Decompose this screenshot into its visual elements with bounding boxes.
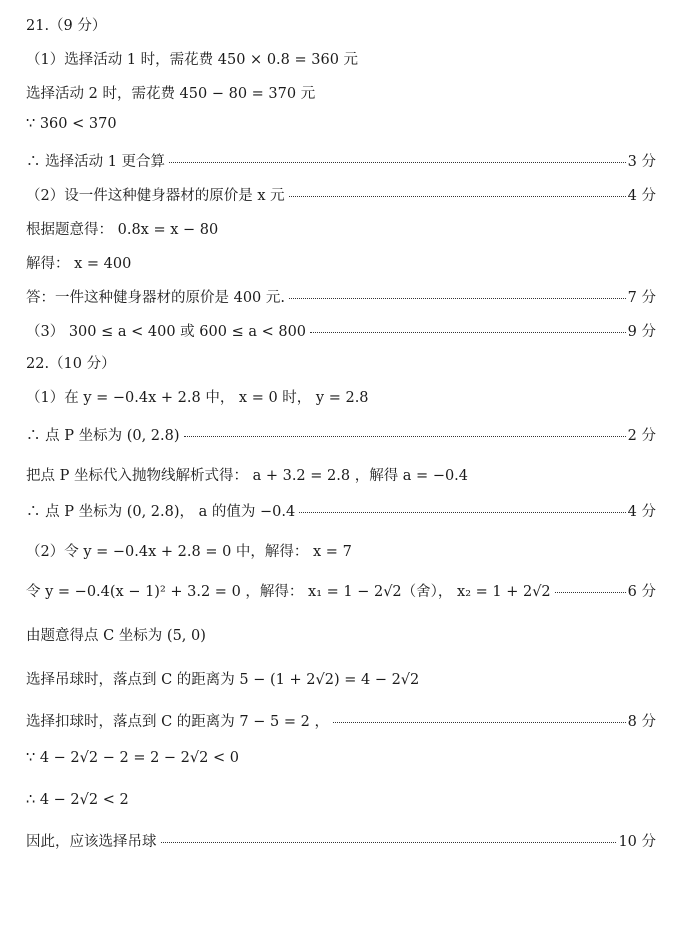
q22-part2-point-c: 由题意得点 C 坐标为 (5, 0) bbox=[26, 628, 206, 644]
q22-part2-drop-shot: 选择吊球时，落点到 C 的距离为 5 − (1 + 2√2) = 4 − 2√2 bbox=[26, 672, 420, 688]
dot-leader bbox=[333, 722, 626, 723]
dot-leader bbox=[289, 196, 626, 197]
q21-part1-conclusion: ∴ 选择活动 1 更合算 3 分 bbox=[26, 150, 656, 171]
q22-part2-conclusion: 因此，应该选择吊球 10 分 bbox=[26, 830, 656, 851]
q21-part2-answer: 答：一件这种健身器材的原价是 400 元. 7 分 bbox=[26, 286, 656, 307]
score-label: 2 分 bbox=[627, 428, 656, 444]
dot-leader bbox=[289, 298, 626, 299]
dot-leader bbox=[310, 332, 626, 333]
q22-part1-substitute: 把点 P 坐标代入抛物线解析式得： a + 3.2 = 2.8 ，解得 a = −0.4 bbox=[26, 468, 469, 484]
score-label: 10 分 bbox=[618, 834, 656, 850]
q22-part1-point-p: ∴ 点 P 坐标为 (0, 2.8) 2 分 bbox=[26, 424, 656, 445]
score-label: 8 分 bbox=[627, 714, 656, 730]
q21-part2-solution: 解得： x = 400 bbox=[26, 256, 132, 272]
score-label: 9 分 bbox=[627, 324, 656, 340]
q21-part2-setup: （2）设一件这种健身器材的原价是 x 元 4 分 bbox=[26, 184, 656, 205]
q22-part2-parabola-zero: 令 y = −0.4(x − 1)² + 3.2 = 0 ，解得： x₁ = 1 − 2√2（舍）， x₂ = 1 + 2√2 6 分 bbox=[26, 580, 656, 601]
q22-part2-compare: ∵ 4 − 2√2 − 2 = 2 − 2√2 < 0 bbox=[26, 750, 239, 766]
score-label: 3 分 bbox=[627, 154, 656, 170]
q21-part1-compare: ∵ 360 < 370 bbox=[26, 116, 117, 132]
q21-part3-range: （3） 300 ≤ a < 400 或 600 ≤ a < 800 9 分 bbox=[26, 320, 656, 341]
q22-part1-result: ∴ 点 P 坐标为 (0, 2.8)， a 的值为 −0.4 4 分 bbox=[26, 500, 656, 521]
q21-part1-activity2: 选择活动 2 时，需花费 450 − 80 = 370 元 bbox=[26, 86, 316, 102]
q21-heading: 21.（9 分） bbox=[26, 18, 107, 34]
score-label: 4 分 bbox=[627, 504, 656, 520]
q21-part2-equation: 根据题意得： 0.8x = x − 80 bbox=[26, 222, 219, 238]
score-label: 7 分 bbox=[627, 290, 656, 306]
score-label: 6 分 bbox=[627, 584, 656, 600]
q22-part2-smash: 选择扣球时，落点到 C 的距离为 7 − 5 = 2 ， 8 分 bbox=[26, 710, 656, 731]
q22-part2-inequality: ∴ 4 − 2√2 < 2 bbox=[26, 792, 129, 808]
dot-leader bbox=[555, 592, 626, 593]
q22-part1-linear: （1）在 y = −0.4x + 2.8 中， x = 0 时， y = 2.8 bbox=[26, 390, 369, 406]
dot-leader bbox=[161, 842, 617, 843]
score-label: 4 分 bbox=[627, 188, 656, 204]
dot-leader bbox=[169, 162, 626, 163]
q21-part1-activity1: （1）选择活动 1 时，需花费 450 × 0.8 = 360 元 bbox=[26, 52, 359, 68]
q22-part2-linear-zero: （2）令 y = −0.4x + 2.8 = 0 中，解得： x = 7 bbox=[26, 544, 352, 560]
dot-leader bbox=[299, 512, 625, 513]
dot-leader bbox=[184, 436, 626, 437]
q22-heading: 22.（10 分） bbox=[26, 356, 116, 372]
